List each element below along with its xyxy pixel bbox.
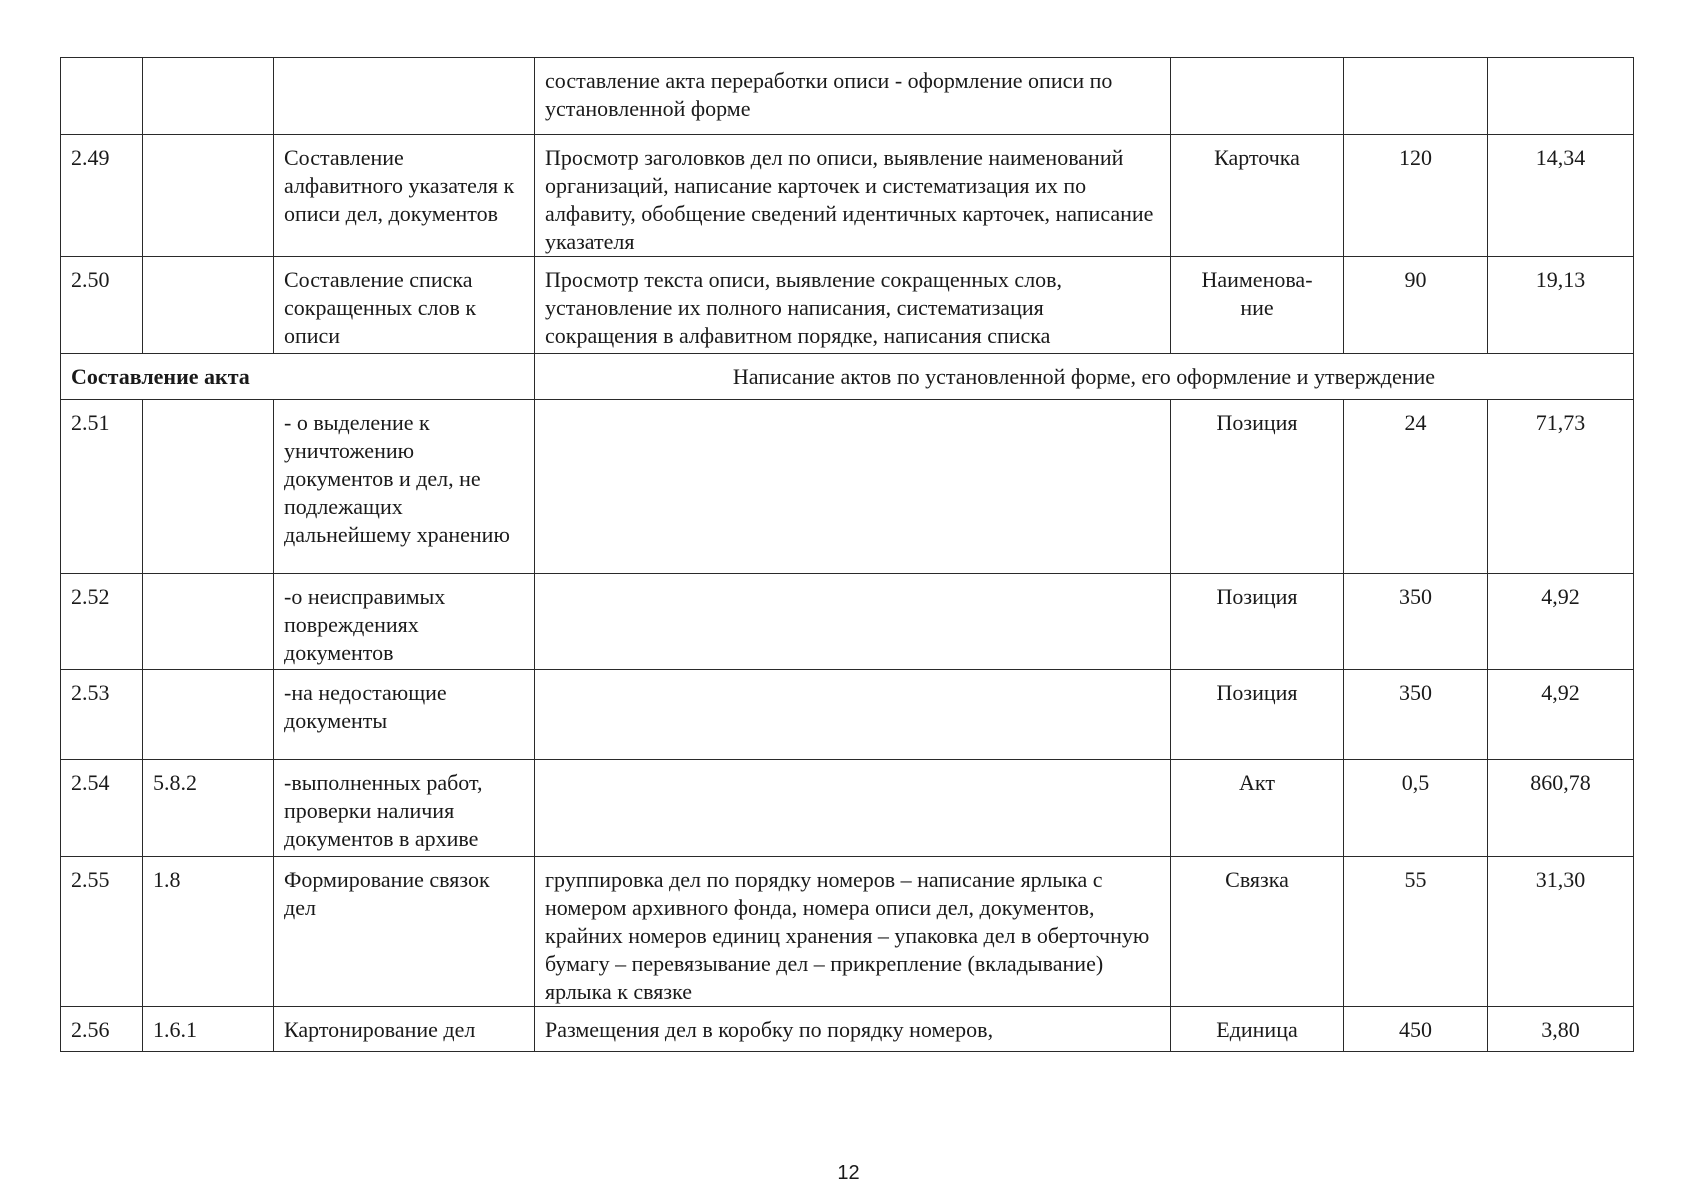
work-name: Составление списка сокращенных слов к описи: [274, 257, 535, 354]
work-name: Картонирование дел: [274, 1007, 535, 1052]
unit-of-measure: Позиция: [1171, 574, 1344, 670]
work-description: группировка дел по порядку номеров – написание ярлыка с номером архивного фонда, номера описи дел, документов, крайних номеров единиц хранения – упаковка дел в оберточную бумагу – перевязывание дел – прикрепление (вкладывание) ярлыка к связке: [535, 857, 1171, 1007]
table-row: [61, 58, 1634, 135]
item-code: 1.6.1: [143, 1007, 274, 1052]
item-number: 2.51: [61, 400, 143, 574]
item-code: [143, 58, 274, 135]
table-row: [61, 574, 1634, 670]
item-number: 2.52: [61, 574, 143, 670]
item-code: [143, 135, 274, 257]
rate-value: 860,78: [1488, 760, 1634, 857]
unit-of-measure: Акт: [1171, 760, 1344, 857]
rate-value: 4,92: [1488, 670, 1634, 760]
norm-value: 0,5: [1344, 760, 1488, 857]
unit-of-measure: Позиция: [1171, 400, 1344, 574]
rate-value: 19,13: [1488, 257, 1634, 354]
unit-of-measure: Позиция: [1171, 670, 1344, 760]
norm-value: 55: [1344, 857, 1488, 1007]
norm-value: 90: [1344, 257, 1488, 354]
section-row: [61, 354, 1634, 400]
rate-value: 31,30: [1488, 857, 1634, 1007]
item-code: [143, 670, 274, 760]
item-code: 1.8: [143, 857, 274, 1007]
table-row: [61, 257, 1634, 354]
work-name: [274, 58, 535, 135]
rate-value: 71,73: [1488, 400, 1634, 574]
work-description: Просмотр текста описи, выявление сокращенных слов, установление их полного написания, систематизация сокращения в алфавитном порядке, написания списка: [535, 257, 1171, 354]
work-description: [535, 574, 1171, 670]
work-name: -о неисправимых повреждениях документов: [274, 574, 535, 670]
item-number: 2.53: [61, 670, 143, 760]
work-name: Составление алфавитного указателя к описи дел, документов: [274, 135, 535, 257]
item-number: 2.56: [61, 1007, 143, 1052]
item-number: 2.54: [61, 760, 143, 857]
item-number: [61, 58, 143, 135]
work-description: [535, 400, 1171, 574]
norm-value: 350: [1344, 574, 1488, 670]
unit-of-measure: Карточка: [1171, 135, 1344, 257]
work-name: - о выделение к уничтожению документов и дел, не подлежащих дальнейшему хранению: [274, 400, 535, 574]
norm-value: [1344, 58, 1488, 135]
item-code: [143, 400, 274, 574]
table-row: [61, 857, 1634, 1007]
rate-value: 14,34: [1488, 135, 1634, 257]
item-code: 5.8.2: [143, 760, 274, 857]
item-number: 2.49: [61, 135, 143, 257]
norm-value: 450: [1344, 1007, 1488, 1052]
item-code: [143, 257, 274, 354]
work-description: [535, 670, 1171, 760]
page-number: 12: [837, 1162, 860, 1184]
unit-of-measure: Единица: [1171, 1007, 1344, 1052]
table-row: [61, 670, 1634, 760]
item-number: 2.55: [61, 857, 143, 1007]
work-name: -на недостающие документы: [274, 670, 535, 760]
norm-value: 350: [1344, 670, 1488, 760]
work-name: -выполненных работ, проверки наличия документов в архиве: [274, 760, 535, 857]
table-row: [61, 400, 1634, 574]
rate-value: 4,92: [1488, 574, 1634, 670]
norms-table: [60, 57, 1634, 1052]
norms-table-body: [61, 58, 1634, 1052]
item-code: [143, 574, 274, 670]
table-row: [61, 135, 1634, 257]
work-description: Размещения дел в коробку по порядку номеров,: [535, 1007, 1171, 1052]
work-description: Просмотр заголовков дел по описи, выявление наименований организаций, написание карточек и систематизация их по алфавиту, обобщение сведений идентичных карточек, написание указателя: [535, 135, 1171, 257]
work-description: [535, 760, 1171, 857]
table-row: [61, 1007, 1634, 1052]
table-row: [61, 760, 1634, 857]
norm-value: 24: [1344, 400, 1488, 574]
unit-of-measure: Связка: [1171, 857, 1344, 1007]
item-number: 2.50: [61, 257, 143, 354]
section-description: Написание актов по установленной форме, его оформление и утверждение: [535, 354, 1634, 400]
unit-of-measure: [1171, 58, 1344, 135]
unit-of-measure: Наименова- ние: [1171, 257, 1344, 354]
work-description: составление акта переработки описи - оформление описи по установленной форме: [535, 58, 1171, 135]
work-name: Формирование связок дел: [274, 857, 535, 1007]
rate-value: 3,80: [1488, 1007, 1634, 1052]
norm-value: 120: [1344, 135, 1488, 257]
section-title: Составление акта: [61, 354, 535, 400]
rate-value: [1488, 58, 1634, 135]
